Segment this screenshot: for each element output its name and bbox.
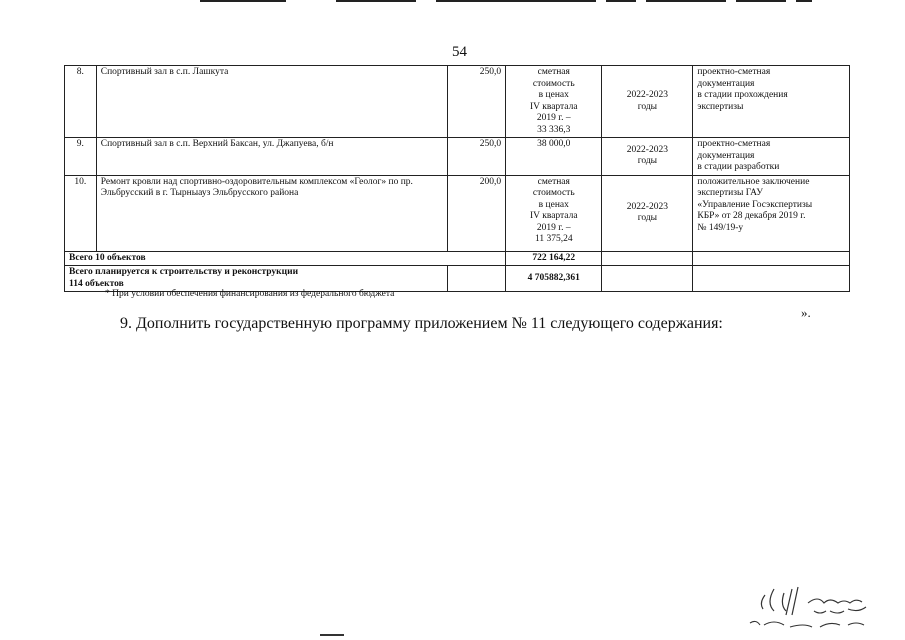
years-line: годы bbox=[637, 213, 658, 223]
top-rule-2 bbox=[336, 0, 416, 2]
empty-cell bbox=[447, 266, 505, 292]
cost-cell bbox=[506, 175, 602, 251]
total-row bbox=[65, 251, 850, 266]
object-name: Ремонт кровли над спортивно-оздоровительным комплексом «Геолог» по пр. Эльбрусский в г. Тырныауз Эльбрусского района bbox=[96, 175, 447, 251]
status-cell bbox=[693, 138, 850, 176]
cost-line: 33 336,3 bbox=[537, 124, 571, 135]
cost-line: 11 375,24 bbox=[534, 234, 573, 244]
years-cell bbox=[602, 138, 693, 176]
status-line: документация bbox=[697, 78, 755, 89]
status-line: экспертизы ГАУ bbox=[697, 188, 763, 198]
top-rule-5 bbox=[646, 0, 726, 2]
empty-cell bbox=[602, 251, 693, 266]
capacity-value: 200,0 bbox=[447, 175, 505, 251]
table-row bbox=[65, 138, 850, 176]
years-cell bbox=[602, 175, 693, 251]
cost-line: в ценах bbox=[538, 90, 569, 100]
grand-total-label-line: Всего планируется к строительству и реконструкции bbox=[69, 267, 299, 277]
bottom-mark bbox=[320, 634, 344, 636]
status-line: № 149/19-у bbox=[697, 222, 744, 233]
cost-line: 2019 г. – bbox=[536, 113, 571, 123]
table-row bbox=[65, 66, 850, 138]
cost-line: сметная bbox=[537, 176, 570, 187]
page-number: 54 bbox=[452, 44, 467, 60]
cost-line: стоимость bbox=[532, 188, 575, 198]
paragraph: 9. Дополнить государственную программу приложением № 11 следующего содержания: bbox=[120, 315, 723, 332]
cost-line: 38 000,0 bbox=[537, 139, 571, 149]
years-line: 2022-2023 bbox=[626, 201, 668, 212]
cost-line: 2019 г. – bbox=[536, 222, 571, 233]
years-cell bbox=[602, 66, 693, 138]
table-row bbox=[65, 175, 850, 251]
grand-total-label-line: 114 объектов bbox=[69, 278, 124, 289]
years-line: 2022-2023 bbox=[626, 144, 668, 155]
cost-cell bbox=[506, 138, 602, 176]
status-cell bbox=[693, 175, 850, 251]
top-rule-4 bbox=[606, 0, 636, 2]
status-line: в стадии прохождения bbox=[697, 90, 788, 100]
empty-cell bbox=[693, 251, 850, 266]
row-number: 8. bbox=[65, 66, 97, 138]
top-rule-7 bbox=[796, 0, 812, 2]
top-rule-1 bbox=[200, 0, 286, 2]
handwritten-signature bbox=[740, 575, 880, 637]
cost-line: IV квартала bbox=[529, 101, 578, 112]
years-line: 2022-2023 bbox=[626, 90, 668, 100]
empty-cell bbox=[693, 266, 850, 292]
status-line: проектно-сметная bbox=[697, 67, 771, 77]
top-rule-6 bbox=[736, 0, 786, 2]
cost-line: IV квартала bbox=[529, 211, 578, 221]
capacity-value: 250,0 bbox=[447, 66, 505, 138]
total-objects-label: Всего 10 объектов bbox=[65, 251, 506, 266]
status-line: документация bbox=[697, 150, 755, 161]
grand-total-row bbox=[65, 266, 850, 292]
object-name: Спортивный зал в с.п. Лашкута bbox=[96, 66, 447, 138]
row-number: 10. bbox=[65, 175, 97, 251]
cost-line: в ценах bbox=[538, 199, 569, 210]
total-objects-value: 722 164,22 bbox=[506, 251, 602, 266]
cost-cell bbox=[506, 66, 602, 138]
cost-line: стоимость bbox=[532, 78, 575, 89]
row-number: 9. bbox=[65, 138, 97, 176]
grand-total-label bbox=[65, 266, 448, 292]
status-line: проектно-сметная bbox=[697, 139, 771, 149]
empty-cell bbox=[602, 266, 693, 292]
object-name: Спортивный зал в с.п. Верхний Баксан, ул. Джапуева, б/н bbox=[96, 138, 447, 176]
closing-quote: ». bbox=[801, 305, 811, 320]
objects-table bbox=[64, 65, 850, 292]
status-line: экспертизы bbox=[697, 101, 744, 112]
years-line: годы bbox=[637, 101, 658, 112]
years-line: годы bbox=[637, 156, 658, 167]
status-line: в стадии разработки bbox=[697, 162, 780, 172]
grand-total-value: 4 705882,361 bbox=[506, 266, 602, 292]
status-line: КБР» от 28 декабря 2019 г. bbox=[697, 211, 806, 221]
status-cell bbox=[693, 66, 850, 138]
footnote: * При условии обеспечения финансирования из федерального бюджета bbox=[105, 289, 395, 299]
top-rule-3 bbox=[436, 0, 596, 2]
capacity-value: 250,0 bbox=[447, 138, 505, 176]
status-line: положительное заключение bbox=[697, 176, 810, 187]
cost-line: сметная bbox=[537, 67, 570, 77]
status-line: «Управление Госэкспертизы bbox=[697, 199, 813, 210]
